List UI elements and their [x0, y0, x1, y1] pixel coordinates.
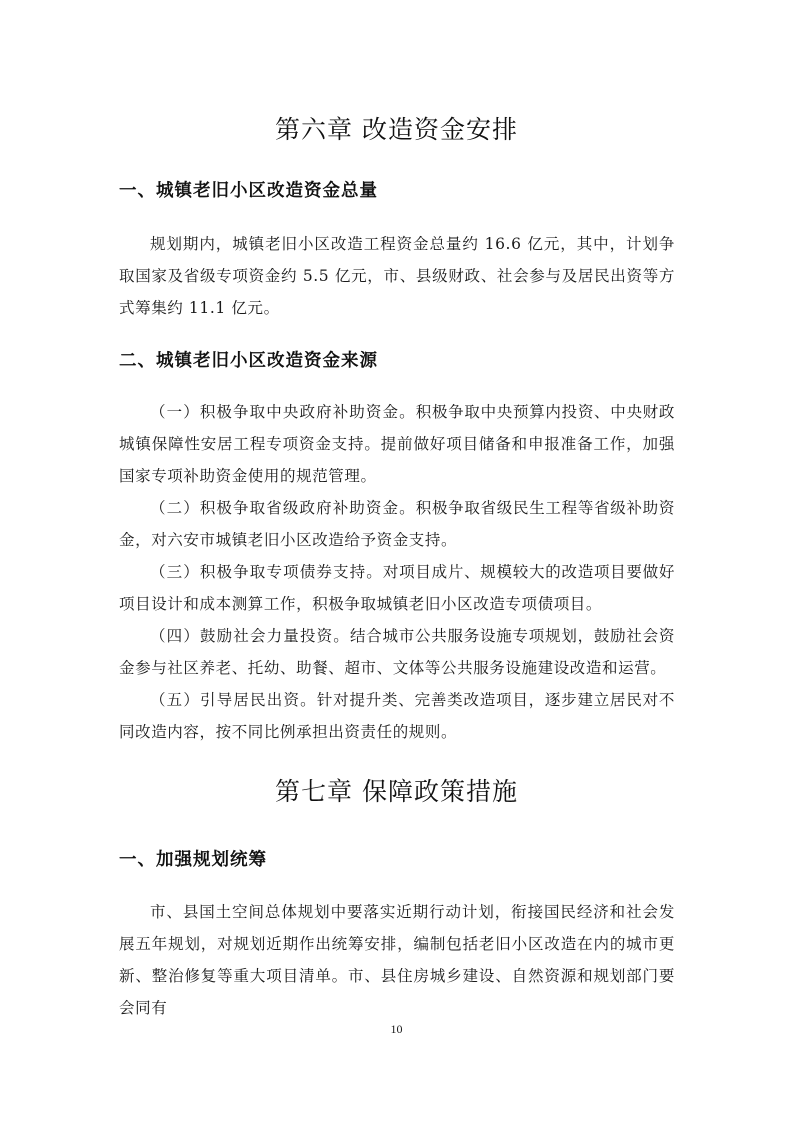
- item-lead: （五）引导居民出资。: [150, 691, 317, 709]
- funding-source-item: [119, 556, 675, 620]
- item-lead: （四）鼓励社会力量投资。: [150, 627, 350, 645]
- section-1-heading: 一、城镇老旧小区改造资金总量: [119, 181, 378, 201]
- chapter-7-section-1-paragraph: 市、县国土空间总体规划中要落实近期行动计划，衔接国民经济和社会发展五年规划，对规划近期作出统筹安排，编制包括老旧小区改造在内的城市更新、整治修复等重大项目清单。市、县住房城乡建设、自然资源和规划部门要会同有: [119, 903, 675, 1017]
- item-text: 对项目成片、规模较大的改造项目要做好项目设计和成本测算工作，积极争取城镇老旧小区改造专项债项目。: [119, 563, 675, 613]
- section-2-heading: 二、城镇老旧小区改造资金来源: [119, 351, 378, 371]
- item-lead: （一）积极争取中央政府补助资金。: [150, 403, 416, 421]
- section-1-paragraph: 规划期内，城镇老旧小区改造工程资金总量约 16.6 亿元，其中，计划争取国家及省级专项资金约 5.5 亿元，市、县级财政、社会参与及居民出资等方式筹集约 11.1 亿元。: [119, 235, 675, 317]
- item-lead: （二）积极争取省级政府补助资金。: [150, 499, 416, 517]
- item-text: 积极争取中央预算内投资、中央财政城镇保障性安居工程专项资金支持。提前做好项目储备和申报准备工作，加强国家专项补助资金使用的规范管理。: [119, 403, 675, 485]
- funding-source-item: [119, 396, 675, 492]
- chapter-7-section-1-heading: 一、加强规划统筹: [119, 850, 267, 870]
- chapter-7-title: 第七章 保障政策措施: [275, 777, 518, 806]
- item-text: 结合城市公共服务设施专项规划，鼓励社会资金参与社区养老、托幼、助餐、超市、文体等公共服务设施建设改造和运营。: [119, 627, 675, 677]
- chapter-6-title: 第六章 改造资金安排: [275, 115, 518, 144]
- item-lead: （三）积极争取专项债券支持。: [150, 563, 383, 581]
- funding-source-item: [119, 492, 675, 556]
- funding-source-item: [119, 684, 675, 748]
- page-number: 10: [390, 1022, 403, 1036]
- funding-source-item: [119, 620, 675, 684]
- item-text: 积极争取省级民生工程等省级补助资金，对六安市城镇老旧小区改造给予资金支持。: [119, 499, 675, 549]
- item-text: 针对提升类、完善类改造项目，逐步建立居民对不同改造内容，按不同比例承担出资责任的规则。: [119, 691, 675, 741]
